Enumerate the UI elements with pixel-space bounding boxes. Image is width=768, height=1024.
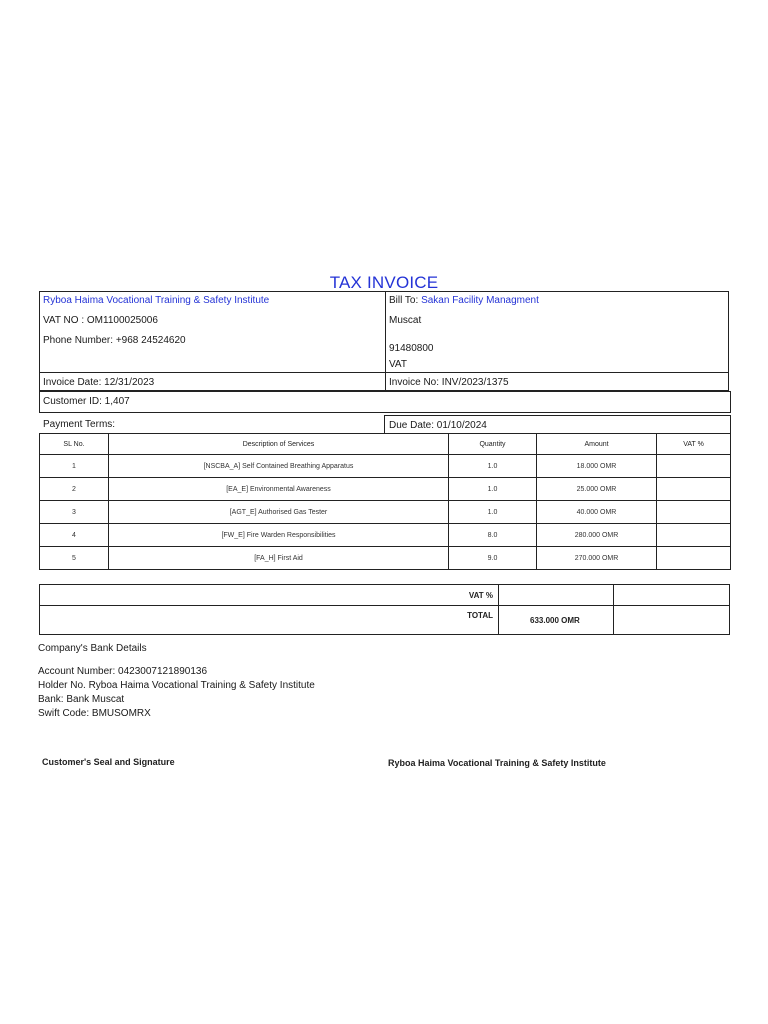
seller-name: Ryboa Haima Vocational Training & Safety Institute (43, 295, 270, 306)
bank-name: Bank: Bank Muscat (38, 694, 125, 705)
seller-vat-no: VAT NO : OM1100025006 (43, 315, 158, 326)
cell-amount: 25.000 OMR (537, 478, 657, 501)
customer-signature-label: Customer's Seal and Signature (42, 757, 175, 767)
cell-amount: 270.000 OMR (537, 547, 657, 570)
col-header-quantity: Quantity (449, 434, 537, 455)
bill-to-vat: VAT (389, 359, 407, 370)
cell-quantity: 1.0 (449, 455, 537, 478)
cell-vat (657, 478, 731, 501)
cell-vat (657, 547, 731, 570)
company-signature-label: Ryboa Haima Vocational Training & Safety Institute (388, 758, 606, 768)
total-extra-cell (614, 606, 730, 635)
col-header-sl: SL No. (40, 434, 109, 455)
invoice-date: Invoice Date: 12/31/2023 (43, 377, 155, 388)
cell-description: [EA_E] Environmental Awareness (109, 478, 449, 501)
invoice-title: TAX INVOICE (329, 273, 439, 292)
bill-to-label: Bill To: (389, 295, 419, 306)
cell-description: [FA_H] First Aid (109, 547, 449, 570)
cell-amount: 280.000 OMR (537, 524, 657, 547)
cell-description: [NSCBA_A] Self Contained Breathing Apparatus (109, 455, 449, 478)
bank-account: Account Number: 0423007121890136 (38, 666, 208, 677)
cell-amount: 40.000 OMR (537, 501, 657, 524)
cell-sl: 3 (40, 501, 109, 524)
totals-table (39, 584, 730, 635)
cell-sl: 4 (40, 524, 109, 547)
table-row (40, 547, 731, 570)
cell-quantity: 1.0 (449, 478, 537, 501)
row-divider (385, 373, 386, 392)
bill-to-city: Muscat (389, 315, 422, 326)
col-header-vat: VAT % (657, 434, 731, 455)
cell-vat (657, 455, 731, 478)
bill-to-name: Sakan Facility Managment (421, 295, 539, 306)
cell-description: [AGT_E] Authorised Gas Tester (109, 501, 449, 524)
cell-quantity: 1.0 (449, 501, 537, 524)
cell-amount: 18.000 OMR (537, 455, 657, 478)
items-table (39, 433, 731, 570)
table-row (40, 455, 731, 478)
vat-label: VAT % (40, 585, 499, 606)
col-header-description: Description of Services (109, 434, 449, 455)
col-header-amount: Amount (537, 434, 657, 455)
cell-quantity: 9.0 (449, 547, 537, 570)
grand-total-row (40, 606, 730, 635)
seller-phone: Phone Number: +968 24524620 (43, 335, 186, 346)
table-row (40, 478, 731, 501)
invoice-number: Invoice No: INV/2023/1375 (389, 377, 509, 388)
vat-extra-cell (614, 585, 730, 606)
bill-to (389, 295, 539, 306)
due-date: Due Date: 01/10/2024 (389, 420, 487, 431)
customer-id: Customer ID: 1,407 (43, 396, 130, 407)
customer-id-row (39, 391, 731, 413)
cell-quantity: 8.0 (449, 524, 537, 547)
vat-value (499, 585, 614, 606)
table-row (40, 524, 731, 547)
table-row (40, 501, 731, 524)
total-value: 633.000 OMR (499, 606, 614, 635)
bank-swift: Swift Code: BMUSOMRX (38, 708, 151, 719)
table-header-row (40, 434, 731, 455)
cell-sl: 1 (40, 455, 109, 478)
vat-total-row (40, 585, 730, 606)
bank-holder: Holder No. Ryboa Haima Vocational Training & Safety Institute (38, 680, 315, 691)
payment-terms: Payment Terms: (43, 419, 116, 430)
cell-vat (657, 524, 731, 547)
cell-sl: 2 (40, 478, 109, 501)
total-label: TOTAL (40, 606, 499, 635)
cell-sl: 5 (40, 547, 109, 570)
bank-heading: Company's Bank Details (38, 643, 147, 654)
cell-description: [FW_E] Fire Warden Responsibilities (109, 524, 449, 547)
cell-vat (657, 501, 731, 524)
bill-to-number: 91480800 (389, 343, 434, 354)
